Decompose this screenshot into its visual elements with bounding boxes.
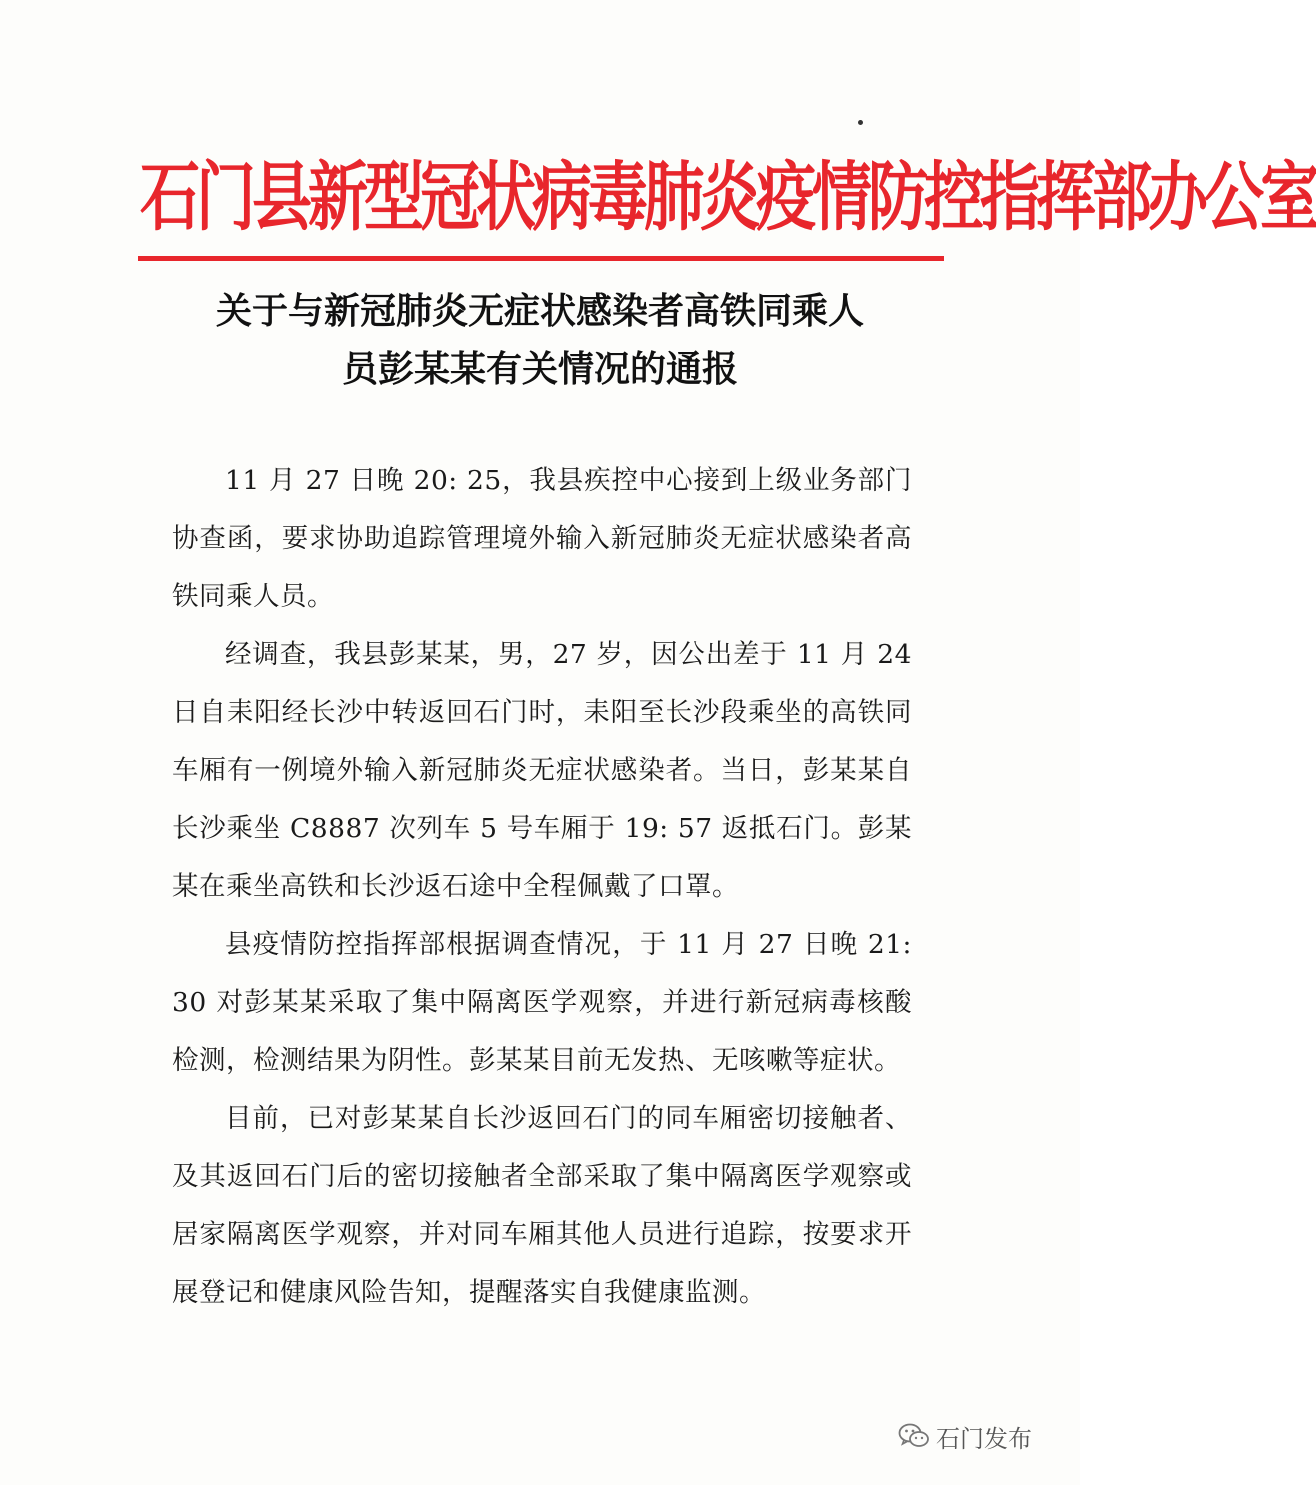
header-red-rule (138, 256, 944, 261)
document-title (140, 282, 940, 398)
issuing-organization-header: 石门县新型冠状病毒肺炎疫情防控指挥部办公室 (140, 154, 1316, 242)
paragraph-2: 经调查，我县彭某某，男，27 岁，因公出差于 11 月 24 日自耒阳经长沙中转返回石门时，耒阳至长沙段乘坐的高铁同车厢有一例境外输入新冠肺炎无症状感染者。当日，彭某某自长沙乘坐 C8887 次列车 5 号车厢于 19: 57 返抵石门。彭某某在乘坐高铁和长沙返石途中全程佩戴了口罩。 (172, 639, 912, 902)
paragraph-3: 县疫情防控指挥部根据调查情况，于 11 月 27 日晚 21: 30 对彭某某采取了集中隔离医学观察，并进行新冠病毒核酸检测，检测结果为阴性。彭某某目前无发热、无咳嗽等症状。 (172, 929, 912, 1076)
document-body (172, 452, 912, 1322)
scan-dot (858, 120, 863, 125)
paragraph-1: 11 月 27 日晚 20: 25，我县疾控中心接到上级业务部门协查函，要求协助追踪管理境外输入新冠肺炎无症状感染者高铁同乘人员。 (172, 465, 912, 612)
wechat-watermark (898, 1418, 1032, 1454)
title-line-1: 关于与新冠肺炎无症状感染者高铁同乘人 (215, 290, 864, 332)
wechat-icon (898, 1422, 930, 1450)
paragraph-4: 目前，已对彭某某自长沙返回石门的同车厢密切接触者、及其返回石门后的密切接触者全部采取了集中隔离医学观察或居家隔离医学观察，并对同车厢其他人员进行追踪，按要求开展登记和健康风险告知，提醒落实自我健康监测。 (172, 1103, 912, 1308)
title-line-2: 员彭某某有关情况的通报 (341, 348, 738, 390)
watermark-label: 石门发布 (936, 1424, 1032, 1453)
